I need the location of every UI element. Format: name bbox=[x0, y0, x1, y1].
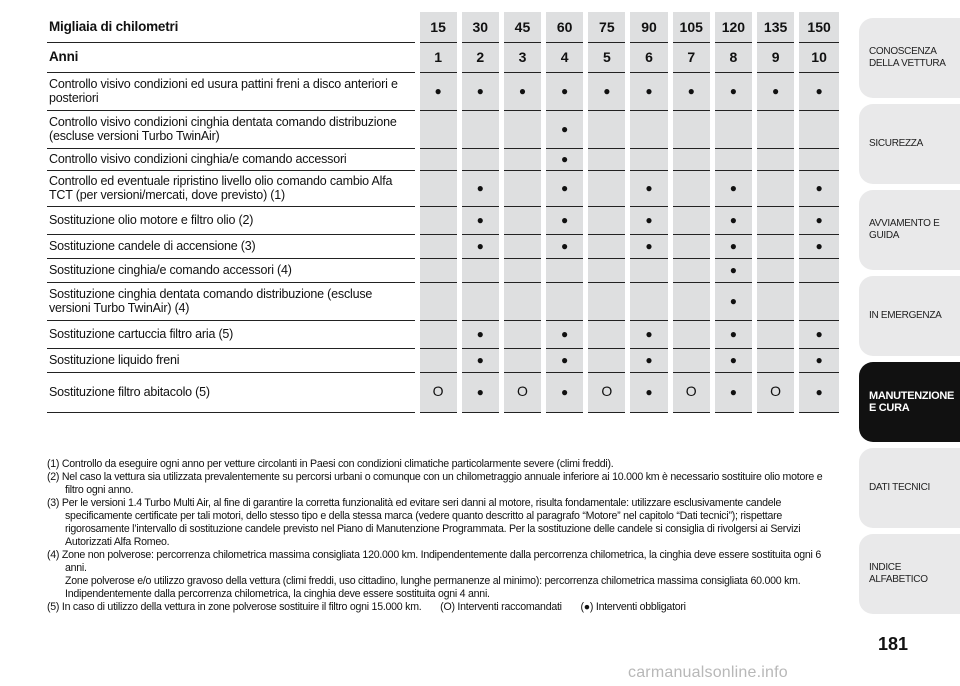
operation-label: Controllo visivo condizioni cinghia dentata comando distribuzione (escluse versioni Turbo TwinAir) bbox=[49, 115, 397, 143]
mandatory-dot-icon: ● bbox=[645, 84, 653, 98]
header-row-years bbox=[47, 42, 839, 72]
header-cell: 3 bbox=[501, 42, 543, 72]
mandatory-dot-icon: ● bbox=[434, 84, 442, 98]
row-label: Anni bbox=[49, 49, 79, 64]
footnote-4-continued: Zone polverose e/o utilizzo gravoso della vettura (climi freddi, uso cittadino, lunghe permanenze al minimo): percorrenza chilometrica massima consigliata 60.000 km. Indipendentemente dalla percorrenza chilometrica, la cinghia deve essere sostituita ogni 4 anni. bbox=[65, 575, 801, 600]
schedule-cell bbox=[712, 72, 754, 110]
schedule-cell bbox=[712, 320, 754, 348]
mandatory-dot-icon: ● bbox=[815, 385, 823, 399]
schedule-cell bbox=[670, 372, 712, 412]
mandatory-dot-icon: ● bbox=[561, 353, 569, 367]
sidebar-tab[interactable] bbox=[859, 362, 960, 442]
schedule-cell bbox=[755, 148, 797, 170]
schedule-cell bbox=[712, 348, 754, 372]
mandatory-dot-icon: ● bbox=[815, 84, 823, 98]
mandatory-dot-icon: ● bbox=[815, 353, 823, 367]
schedule-cell bbox=[755, 320, 797, 348]
mandatory-dot-icon: ● bbox=[476, 353, 484, 367]
schedule-cell bbox=[501, 148, 543, 170]
table-row bbox=[47, 110, 839, 148]
header-cell: 75 bbox=[586, 12, 628, 42]
schedule-cell bbox=[755, 258, 797, 282]
schedule-cell bbox=[628, 72, 670, 110]
schedule-cell bbox=[670, 348, 712, 372]
table-row bbox=[47, 148, 839, 170]
mandatory-dot-icon: ● bbox=[603, 84, 611, 98]
operation-label: Controllo ed eventuale ripristino livello olio comando cambio Alfa TCT (per versioni/mercati, dove previsto) (1) bbox=[49, 174, 393, 202]
schedule-cell bbox=[544, 148, 586, 170]
schedule-cell bbox=[670, 320, 712, 348]
schedule-cell bbox=[797, 110, 839, 148]
schedule-cell bbox=[712, 206, 754, 234]
sidebar-tab[interactable] bbox=[859, 276, 960, 356]
mandatory-dot-icon: ● bbox=[476, 181, 484, 195]
footnote-5: (5) In caso di utilizzo della vettura in zone polverose sostituire il filtro ogni 15.000 km. bbox=[47, 601, 422, 613]
schedule-cell bbox=[459, 206, 501, 234]
mandatory-dot-icon: ● bbox=[729, 213, 738, 227]
schedule-cell bbox=[544, 206, 586, 234]
schedule-cell bbox=[712, 148, 754, 170]
schedule-cell bbox=[417, 348, 459, 372]
mandatory-dot-icon: ● bbox=[645, 181, 653, 195]
mandatory-dot-icon: ● bbox=[561, 327, 569, 341]
recommended-ring-icon: O bbox=[517, 383, 528, 399]
header-cell: 1 bbox=[417, 42, 459, 72]
operation-label: Sostituzione candele di accensione (3) bbox=[49, 239, 256, 253]
footnote-1: (1) Controllo da eseguire ogni anno per vetture circolanti in Paesi con condizioni climatiche particolarmente severe (climi freddi). bbox=[47, 458, 614, 470]
schedule-cell bbox=[586, 206, 628, 234]
mandatory-dot-icon: ● bbox=[476, 213, 484, 227]
sidebar-tab-label: IN EMERGENZA bbox=[869, 310, 942, 321]
schedule-cell bbox=[797, 372, 839, 412]
sidebar-tab-label: DATI TECNICI bbox=[869, 482, 931, 493]
schedule-cell bbox=[501, 206, 543, 234]
schedule-cell bbox=[628, 110, 670, 148]
mandatory-dot-icon: ● bbox=[645, 327, 653, 341]
schedule-cell bbox=[544, 258, 586, 282]
schedule-cell bbox=[670, 258, 712, 282]
table-row bbox=[47, 282, 839, 320]
schedule-cell bbox=[586, 110, 628, 148]
schedule-cell bbox=[544, 110, 586, 148]
mandatory-dot-icon: ● bbox=[561, 181, 569, 195]
schedule-cell bbox=[755, 282, 797, 320]
table-row bbox=[47, 206, 839, 234]
schedule-cell bbox=[628, 348, 670, 372]
schedule-cell bbox=[797, 258, 839, 282]
schedule-cell bbox=[670, 234, 712, 258]
legend-recommended: (O) Interventi raccomandati bbox=[440, 601, 562, 613]
schedule-cell bbox=[586, 320, 628, 348]
mandatory-dot-icon: ● bbox=[815, 181, 823, 195]
footnotes bbox=[47, 458, 837, 614]
mandatory-dot-icon: ● bbox=[729, 385, 738, 399]
maintenance-schedule-table bbox=[47, 12, 839, 413]
mandatory-dot-icon: ● bbox=[476, 239, 484, 253]
header-cell: 135 bbox=[755, 12, 797, 42]
schedule-cell bbox=[544, 372, 586, 412]
schedule-cell bbox=[459, 348, 501, 372]
page-number: 181 bbox=[878, 634, 909, 654]
recommended-ring-icon: O bbox=[770, 383, 782, 399]
schedule-cell bbox=[544, 282, 586, 320]
schedule-cell bbox=[755, 372, 797, 412]
schedule-cell bbox=[797, 206, 839, 234]
mandatory-dot-icon: ● bbox=[645, 213, 653, 227]
schedule-cell bbox=[628, 320, 670, 348]
schedule-cell bbox=[586, 348, 628, 372]
schedule-cell bbox=[501, 348, 543, 372]
mandatory-dot-icon: ● bbox=[645, 239, 653, 253]
schedule-cell bbox=[459, 320, 501, 348]
schedule-cell bbox=[586, 148, 628, 170]
mandatory-dot-icon: ● bbox=[561, 84, 569, 98]
operation-label: Sostituzione cinghia/e comando accessori (4) bbox=[49, 263, 292, 277]
mandatory-dot-icon: ● bbox=[729, 263, 738, 277]
schedule-cell bbox=[417, 234, 459, 258]
schedule-cell bbox=[797, 234, 839, 258]
header-cell: 6 bbox=[628, 42, 670, 72]
schedule-cell bbox=[670, 148, 712, 170]
schedule-cell bbox=[628, 282, 670, 320]
header-cell: 105 bbox=[670, 12, 712, 42]
operation-label: Sostituzione cartuccia filtro aria (5) bbox=[49, 327, 234, 341]
mandatory-dot-icon: ● bbox=[729, 84, 738, 98]
schedule-cell bbox=[459, 234, 501, 258]
mandatory-dot-icon: ● bbox=[729, 181, 738, 195]
mandatory-dot-icon: ● bbox=[771, 84, 780, 98]
watermark-text: carmanualsonline.info bbox=[628, 664, 788, 681]
table-row bbox=[47, 72, 839, 110]
mandatory-dot-icon: ● bbox=[815, 239, 823, 253]
sidebar-tab[interactable] bbox=[859, 18, 960, 98]
table-row bbox=[47, 258, 839, 282]
schedule-cell bbox=[501, 282, 543, 320]
sidebar-tab-label: AVVIAMENTO E GUIDA bbox=[869, 218, 940, 241]
sidebar-tab-label: INDICE ALFABETICO bbox=[869, 562, 928, 585]
mandatory-dot-icon: ● bbox=[561, 239, 569, 253]
header-cell: 90 bbox=[628, 12, 670, 42]
schedule-cell bbox=[459, 282, 501, 320]
header-cell: 30 bbox=[459, 12, 501, 42]
schedule-cell bbox=[501, 372, 543, 412]
mandatory-dot-icon: ● bbox=[729, 327, 738, 341]
schedule-cell bbox=[417, 148, 459, 170]
mandatory-dot-icon: ● bbox=[476, 84, 484, 98]
sidebar-tab-label: MANUTENZIONE E CURA bbox=[869, 390, 955, 414]
mandatory-dot-icon: ● bbox=[729, 294, 738, 308]
schedule-cell bbox=[755, 170, 797, 206]
mandatory-dot-icon: ● bbox=[561, 122, 569, 136]
header-cell: 10 bbox=[797, 42, 839, 72]
schedule-cell bbox=[670, 170, 712, 206]
table-row bbox=[47, 234, 839, 258]
schedule-cell bbox=[417, 110, 459, 148]
table-row bbox=[47, 320, 839, 348]
schedule-cell bbox=[459, 170, 501, 206]
mandatory-dot-icon: ● bbox=[476, 327, 484, 341]
recommended-ring-icon: O bbox=[685, 383, 697, 399]
schedule-cell bbox=[712, 282, 754, 320]
operation-label: Controllo visivo condizioni ed usura pattini freni a disco anteriori e posteriori bbox=[49, 77, 398, 105]
schedule-cell bbox=[501, 258, 543, 282]
schedule-cell bbox=[755, 348, 797, 372]
schedule-cell bbox=[797, 282, 839, 320]
header-cell: 150 bbox=[797, 12, 839, 42]
sidebar-tab-label: SICUREZZA bbox=[869, 138, 923, 149]
table-row bbox=[47, 170, 839, 206]
schedule-cell bbox=[712, 170, 754, 206]
chapter-sidebar bbox=[859, 18, 960, 620]
mandatory-dot-icon: ● bbox=[645, 385, 653, 399]
footnote-4: (4) Zone non polverose: percorrenza chilometrica massima consigliata 120.000 km. Indipendentemente dalla percorrenza chilometrica, la cinghia deve essere sostituita ogni 6 anni. bbox=[47, 549, 821, 574]
schedule-cell bbox=[670, 206, 712, 234]
schedule-cell bbox=[459, 258, 501, 282]
mandatory-dot-icon: ● bbox=[561, 152, 569, 166]
mandatory-dot-icon: ● bbox=[687, 84, 695, 98]
schedule-cell bbox=[797, 148, 839, 170]
header-cell: 7 bbox=[670, 42, 712, 72]
schedule-cell bbox=[628, 234, 670, 258]
header-cell: 15 bbox=[417, 12, 459, 42]
schedule-cell bbox=[670, 282, 712, 320]
mandatory-dot-icon: ● bbox=[815, 327, 823, 341]
recommended-ring-icon: O bbox=[601, 383, 613, 399]
header-cell: 4 bbox=[544, 42, 586, 72]
schedule-cell bbox=[628, 258, 670, 282]
operation-label: Controllo visivo condizioni cinghia/e comando accessori bbox=[49, 152, 347, 166]
schedule-cell bbox=[586, 234, 628, 258]
schedule-cell bbox=[417, 72, 459, 110]
schedule-cell bbox=[586, 282, 628, 320]
schedule-cell bbox=[417, 170, 459, 206]
header-cell: 5 bbox=[586, 42, 628, 72]
schedule-cell bbox=[544, 234, 586, 258]
mandatory-dot-icon: ● bbox=[815, 213, 823, 227]
schedule-cell bbox=[755, 110, 797, 148]
schedule-cell bbox=[755, 206, 797, 234]
schedule-cell bbox=[544, 170, 586, 206]
operation-label: Sostituzione olio motore e filtro olio (2) bbox=[49, 213, 254, 227]
sidebar-tab[interactable] bbox=[859, 448, 960, 528]
mandatory-dot-icon: ● bbox=[561, 213, 569, 227]
sidebar-tab[interactable] bbox=[859, 104, 960, 184]
schedule-cell bbox=[628, 372, 670, 412]
legend-mandatory: (●) Interventi obbligatori bbox=[580, 601, 686, 613]
schedule-cell bbox=[797, 320, 839, 348]
sidebar-tab[interactable] bbox=[859, 534, 960, 614]
operation-label: Sostituzione cinghia dentata comando distribuzione (escluse versioni Turbo TwinAir) (4) bbox=[49, 287, 373, 315]
header-cell: 9 bbox=[755, 42, 797, 72]
schedule-cell bbox=[670, 72, 712, 110]
schedule-cell bbox=[501, 320, 543, 348]
schedule-cell bbox=[417, 258, 459, 282]
schedule-cell bbox=[797, 348, 839, 372]
schedule-cell bbox=[628, 206, 670, 234]
schedule-cell bbox=[712, 372, 754, 412]
schedule-cell bbox=[417, 372, 459, 412]
sidebar-tab[interactable] bbox=[859, 190, 960, 270]
header-cell: 120 bbox=[712, 12, 754, 42]
mandatory-dot-icon: ● bbox=[645, 353, 653, 367]
table-row bbox=[47, 372, 839, 412]
mandatory-dot-icon: ● bbox=[729, 353, 738, 367]
schedule-cell bbox=[586, 72, 628, 110]
sidebar-tab-label: CONOSCENZA DELLA VETTURA bbox=[869, 46, 946, 69]
schedule-cell bbox=[459, 72, 501, 110]
footnote-row-5 bbox=[47, 601, 837, 614]
schedule-cell bbox=[501, 110, 543, 148]
mandatory-dot-icon: ● bbox=[729, 239, 738, 253]
header-cell: 45 bbox=[501, 12, 543, 42]
schedule-cell bbox=[712, 110, 754, 148]
table-row bbox=[47, 348, 839, 372]
schedule-cell bbox=[459, 110, 501, 148]
recommended-ring-icon: O bbox=[432, 383, 444, 399]
schedule-cell bbox=[501, 234, 543, 258]
schedule-cell bbox=[586, 258, 628, 282]
schedule-cell bbox=[544, 348, 586, 372]
row-label: Migliaia di chilometri bbox=[49, 18, 179, 34]
schedule-cell bbox=[755, 72, 797, 110]
schedule-cell bbox=[712, 258, 754, 282]
schedule-cell bbox=[586, 170, 628, 206]
schedule-cell bbox=[544, 320, 586, 348]
mandatory-dot-icon: ● bbox=[561, 385, 569, 399]
schedule-cell bbox=[797, 72, 839, 110]
schedule-cell bbox=[586, 372, 628, 412]
schedule-cell bbox=[544, 72, 586, 110]
schedule-cell bbox=[797, 170, 839, 206]
schedule-cell bbox=[628, 170, 670, 206]
footnote-2: (2) Nel caso la vettura sia utilizzata prevalentemente su percorsi urbani o comunque con un chilometraggio annuale inferiore ai 10.000 km è necessario sostituire olio motore e filtro ogni anno. bbox=[47, 471, 823, 496]
operation-label: Sostituzione liquido freni bbox=[49, 353, 180, 367]
schedule-cell bbox=[459, 372, 501, 412]
schedule-cell bbox=[755, 234, 797, 258]
schedule-cell bbox=[501, 72, 543, 110]
schedule-cell bbox=[628, 148, 670, 170]
header-cell: 8 bbox=[712, 42, 754, 72]
schedule-cell bbox=[712, 234, 754, 258]
schedule-cell bbox=[417, 320, 459, 348]
schedule-cell bbox=[459, 148, 501, 170]
header-row-km bbox=[47, 12, 839, 42]
mandatory-dot-icon: ● bbox=[476, 385, 484, 399]
header-cell: 2 bbox=[459, 42, 501, 72]
mandatory-dot-icon: ● bbox=[518, 84, 527, 98]
schedule-cell bbox=[501, 170, 543, 206]
schedule-cell bbox=[417, 282, 459, 320]
header-cell: 60 bbox=[544, 12, 586, 42]
schedule-cell bbox=[670, 110, 712, 148]
operation-label: Sostituzione filtro abitacolo (5) bbox=[49, 385, 210, 399]
footnote-3: (3) Per le versioni 1.4 Turbo Multi Air, al fine di garantire la corretta funzionalità ed evitare seri danni al motore, risulta fondamentale: utilizzare esclusivamente candele specificamente certificate per tali motori, dello stesso tipo e della stessa marca (vedere quanto descritto al paragrafo “Motore” nel capitolo “Dati tecnici”); rispettare rigorosamente l’intervallo di sostituzione candele previsto nel Piano di Manutenzione Programmata. Per la sostituzione delle candele si consiglia di rivolgersi ai Servizi Autorizzati Alfa Romeo. bbox=[47, 497, 801, 548]
schedule-cell bbox=[417, 206, 459, 234]
